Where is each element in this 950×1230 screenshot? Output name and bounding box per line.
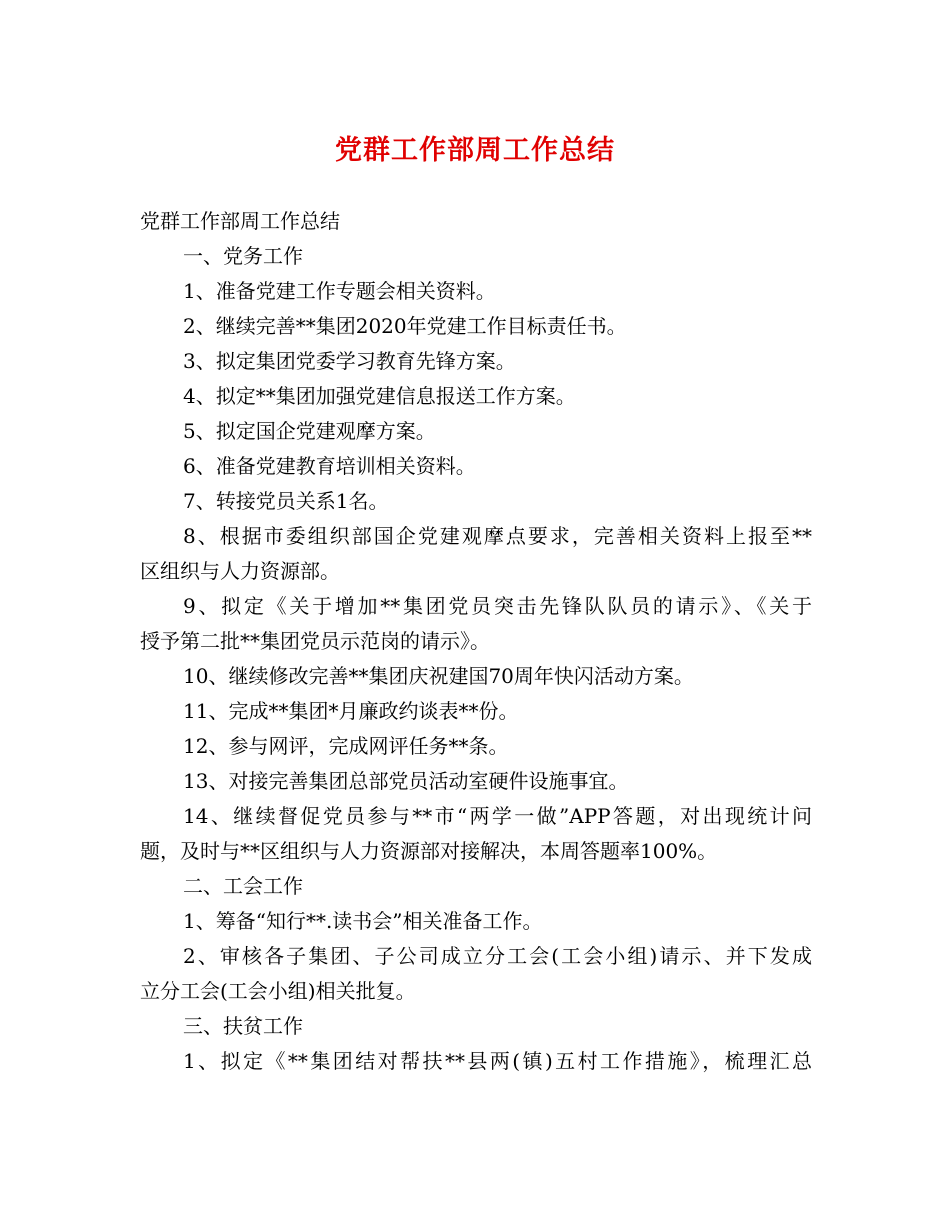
paragraph-line: 党群工作部周工作总结 — [140, 209, 340, 233]
document-body — [140, 204, 812, 1079]
paragraph-line: 2、审核各子集团、子公司成立分工会(工会小组)请示、并下发成 — [183, 944, 812, 968]
paragraph-line: 2、继续完善**集团2020年党建工作目标责任书。 — [183, 314, 627, 338]
paragraph-line: 14、继续督促党员参与**市“两学一做”APP答题，对出现统计问 — [183, 804, 812, 828]
paragraph-line: 二、工会工作 — [183, 874, 303, 898]
paragraph-line: 1、拟定《**集团结对帮扶**县两(镇)五村工作措施》，梳理汇总 — [183, 1049, 812, 1073]
paragraph-line: 8、根据市委组织部国企党建观摩点要求，完善相关资料上报至** — [183, 524, 812, 548]
paragraph-line: 区组织与人力资源部。 — [140, 559, 340, 583]
paragraph-line: 3、拟定集团党委学习教育先锋方案。 — [183, 349, 516, 373]
paragraph-line: 6、准备党建教育培训相关资料。 — [183, 454, 476, 478]
paragraph-line: 7、转接党员关系1名。 — [183, 489, 389, 513]
paragraph-line: 1、筹备“知行**.读书会”相关准备工作。 — [183, 909, 543, 933]
paragraph-line: 1、准备党建工作专题会相关资料。 — [183, 279, 496, 303]
paragraph-line: 一、党务工作 — [183, 244, 303, 268]
paragraph-line: 4、拟定**集团加强党建信息报送工作方案。 — [183, 384, 576, 408]
paragraph-line: 12、参与网评，完成网评任务**条。 — [183, 734, 509, 758]
paragraph-line: 立分工会(工会小组)相关批复。 — [140, 979, 416, 1003]
paragraph-line: 授予第二批**集团党员示范岗的请示》。 — [140, 629, 490, 653]
document-title: 党群工作部周工作总结 — [335, 135, 615, 166]
paragraph-line: 13、对接完善集团总部党员活动室硬件设施事宜。 — [183, 769, 629, 793]
paragraph-line: 11、完成**集团*月廉政约谈表**份。 — [183, 699, 519, 723]
paragraph-line: 10、继续修改完善**集团庆祝建国70周年快闪活动方案。 — [183, 664, 694, 688]
paragraph-line: 5、拟定国企党建观摩方案。 — [183, 419, 436, 443]
paragraph-line: 题，及时与**区组织与人力资源部对接解决，本周答题率100%。 — [140, 839, 718, 863]
paragraph-line: 9、拟定《关于增加**集团党员突击先锋队队员的请示》、《关于 — [183, 594, 812, 618]
paragraph-line: 三、扶贫工作 — [183, 1014, 303, 1038]
